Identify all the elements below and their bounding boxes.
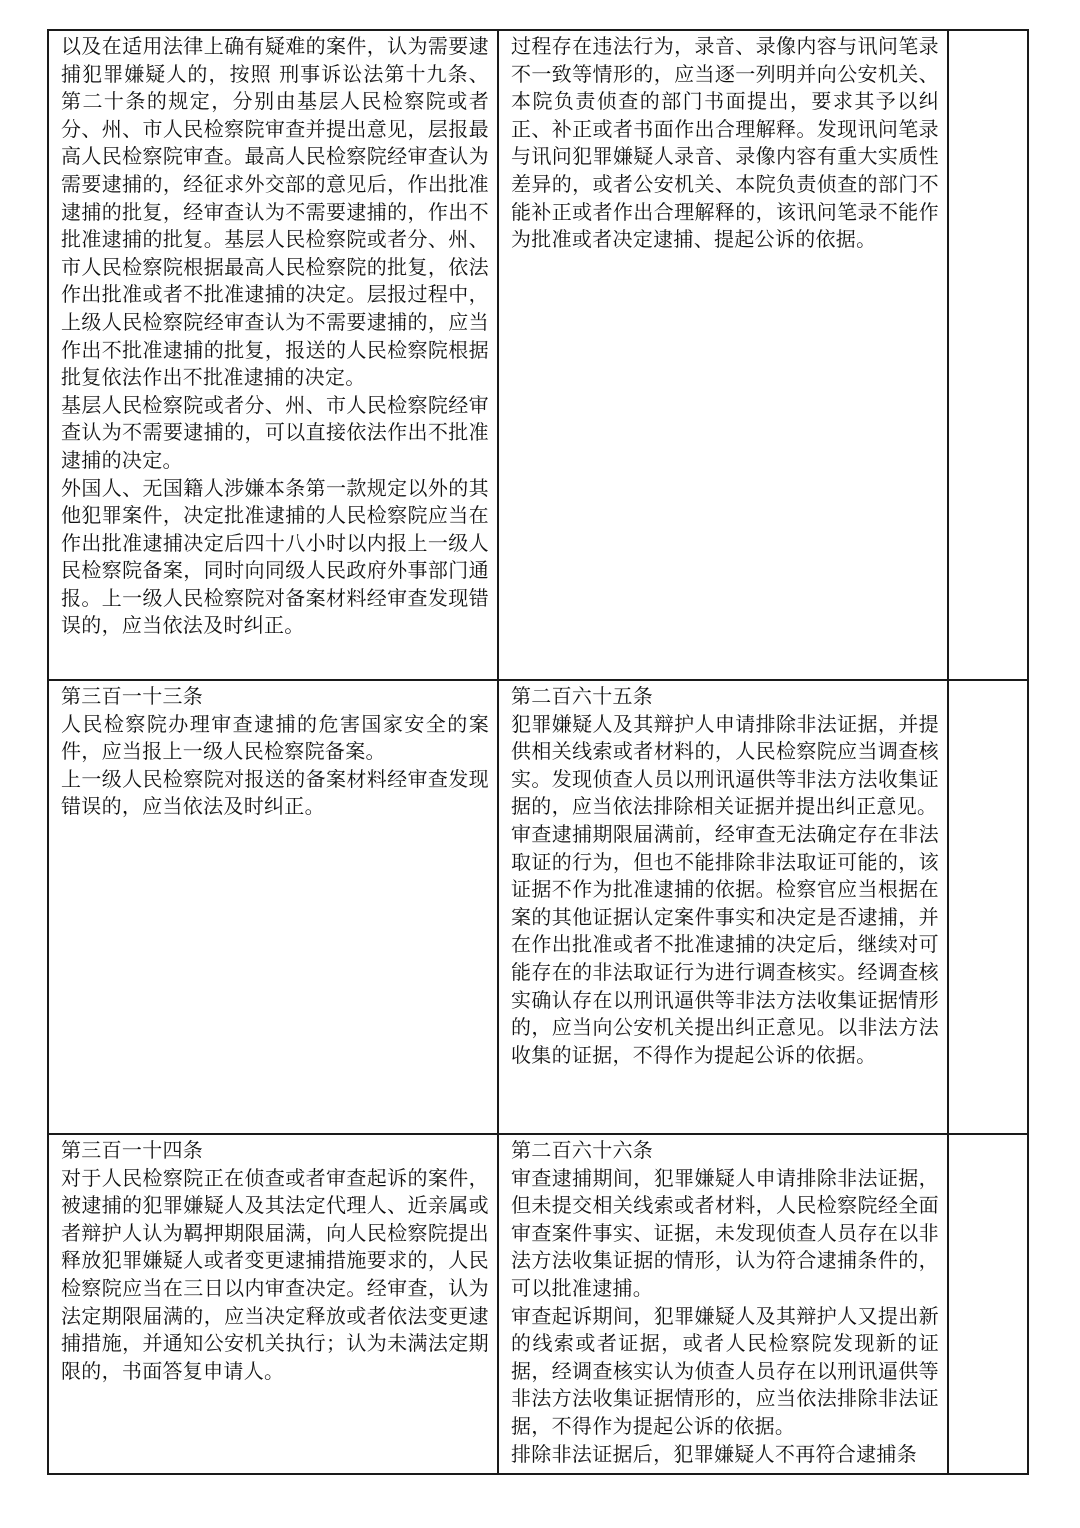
provision-paragraph: 审查起诉期间，犯罪嫌疑人及其辩护人又提出新的线索或者证据，或者人民检察院发现新的证据，经调查核实认为侦查人员存在以刑讯逼供等非法方法收集证据情形的，应当依法排除非法证据，不得作为提起公诉的依据。 bbox=[511, 1303, 939, 1438]
provision-paragraph: 基层人民检察院或者分、州、市人民检察院经审查认为不需要逮捕的，可以直接依法作出不批准逮捕的决定。 bbox=[61, 392, 489, 472]
old-provision-cell bbox=[48, 680, 498, 1134]
provision-paragraph: 过程存在违法行为，录音、录像内容与讯问笔录不一致等情形的，应当逐一列明并向公安机关、本院负责侦查的部门书面提出，要求其予以纠正、补正或者书面作出合理解释。发现讯问笔录与讯问犯罪嫌疑人录音、录像内容有重大实质性差异的，或者公安机关、本院负责侦查的部门不能补正或者作出合理解释的，该讯问笔录不能作为批准或者决定逮捕、提起公诉的依据。 bbox=[511, 34, 939, 252]
notes-cell bbox=[948, 1134, 1028, 1474]
provision-paragraph: 犯罪嫌疑人及其辩护人申请排除非法证据，并提供相关线索或者材料的，人民检察院应当调查核实。发现侦查人员以刑讯逼供等非法方法收集证据的，应当依法排除相关证据并提出纠正意见。 bbox=[511, 711, 939, 819]
new-provision-cell bbox=[498, 1134, 948, 1474]
old-provision-cell bbox=[48, 30, 498, 680]
provision-paragraph: 对于人民检察院正在侦查或者审查起诉的案件，被逮捕的犯罪嫌疑人及其法定代理人、近亲属或者辩护人认为羁押期限届满，向人民检察院提出释放犯罪嫌疑人或者变更逮捕措施要求的，人民检察院应当在三日以内审查决定。经审查，认为法定期限届满的，应当决定释放或者依法变更逮捕措施，并通知公安机关执行；认为未满法定期限的，书面答复申请人。 bbox=[61, 1165, 489, 1383]
provision-paragraph: 排除非法证据后，犯罪嫌疑人不再符合逮捕条 bbox=[511, 1441, 917, 1466]
notes-cell bbox=[948, 680, 1028, 1134]
notes-cell bbox=[948, 30, 1028, 680]
table-row bbox=[48, 680, 1028, 1134]
provision-paragraph: 上一级人民检察院对报送的备案材料经审查发现错误的，应当依法及时纠正。 bbox=[61, 766, 489, 819]
article-heading: 第三百一十三条 bbox=[61, 684, 204, 708]
provision-paragraph: 外国人、无国籍人涉嫌本条第一款规定以外的其他犯罪案件，决定批准逮捕的人民检察院应当在作出批准逮捕决定后四十八小时以内报上一级人民检察院备案，同时向同级人民政府外事部门通报。上一级人民检察院对备案材料经审查发现错误的，应当依法及时纠正。 bbox=[61, 475, 489, 638]
old-provision-cell bbox=[48, 1134, 498, 1474]
table-row bbox=[48, 30, 1028, 680]
article-heading: 第三百一十四条 bbox=[61, 1138, 204, 1162]
article-heading: 第二百六十五条 bbox=[511, 684, 654, 708]
provision-paragraph: 审查逮捕期间，犯罪嫌疑人申请排除非法证据，但未提交相关线索或者材料，人民检察院经全面审查案件事实、证据，未发现侦查人员存在以非法方法收集证据的情形，认为符合逮捕条件的，可以批准逮捕。 bbox=[511, 1165, 939, 1300]
new-provision-cell bbox=[498, 680, 948, 1134]
new-provision-cell bbox=[498, 30, 948, 680]
provision-paragraph: 人民检察院办理审查逮捕的危害国家安全的案件，应当报上一级人民检察院备案。 bbox=[61, 711, 489, 764]
provision-paragraph: 审查逮捕期限届满前，经审查无法确定存在非法取证的行为，但也不能排除非法取证可能的，该证据不作为批准逮捕的依据。检察官应当根据在案的其他证据认定案件事实和决定是否逮捕，并在作出批准或者不批准逮捕的决定后，继续对可能存在的非法取证行为进行调查核实。经调查核实确认存在以刑讯逼供等非法方法收集证据情形的，应当向公安机关提出纠正意见。以非法方法收集的证据，不得作为提起公诉的依据。 bbox=[511, 821, 939, 1067]
provision-paragraph: 以及在适用法律上确有疑难的案件，认为需要逮捕犯罪嫌疑人的，按照 刑事诉讼法第十九条、第二十条的规定，分别由基层人民检察院或者分、州、市人民检察院审查并提出意见，层报最高人民检察院审查。最高人民检察院经审查认为需要逮捕的，经征求外交部的意见后，作出批准逮捕的批复，经审查认为不需要逮捕的，作出不批准逮捕的批复。基层人民检察院或者分、州、市人民检察院根据最高人民检察院的批复，依法作出批准或者不批准逮捕的决定。层报过程中，上级人民检察院经审查认为不需要逮捕的，应当作出不批准逮捕的批复，报送的人民检察院根据批复依法作出不批准逮捕的决定。 bbox=[61, 34, 489, 390]
table-row bbox=[48, 1134, 1028, 1474]
comparison-table bbox=[47, 29, 1029, 1475]
article-heading: 第二百六十六条 bbox=[511, 1138, 654, 1162]
